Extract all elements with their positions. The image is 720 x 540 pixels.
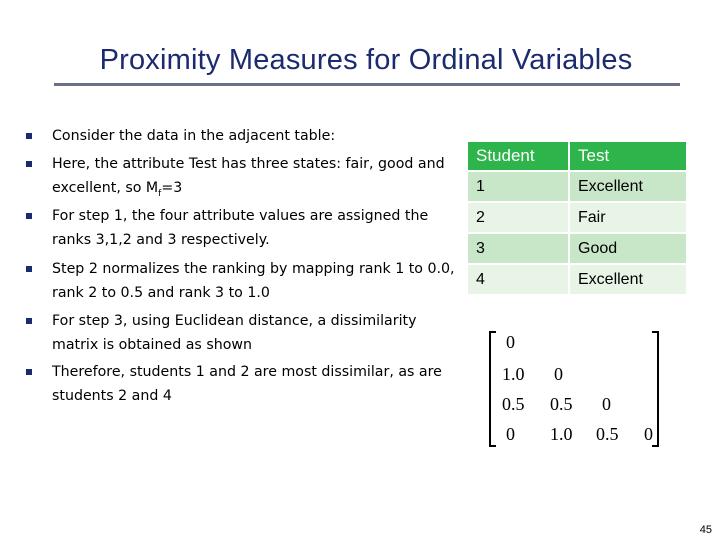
matrix-cell: 0.5 [502,394,525,414]
matrix-cell: 0 [506,332,515,352]
matrix-cell: 1.0 [550,424,573,444]
bullet-item [26,152,456,206]
matrix-cell: 0.5 [550,394,573,414]
student-test-table [468,142,686,294]
title-divider [54,83,680,86]
bullet-text: Here, the attribute Test has three states: fair, good and excellent, so $M_f=3$ [52,156,445,199]
matrix-cell: 0 [506,424,515,444]
cell-student: 2 [468,202,569,233]
matrix-cell: 1.0 [502,364,525,384]
bullet-item [26,124,456,148]
cell-student: 3 [468,233,569,264]
matrix-cell: 0.5 [596,424,619,444]
cell-student: 1 [468,171,569,202]
table-row [468,171,686,202]
bullet-marker [26,369,32,375]
bullet-marker [26,266,32,272]
bullet-marker [26,133,32,139]
header-student: Student [468,142,569,171]
bullet-marker [26,161,32,167]
table-row [468,202,686,233]
bullet-text: For step 1, the four attribute values are assigned the ranks 3,1,2 and 3 respectively. [52,208,429,248]
cell-test: Excellent [569,264,686,294]
cell-test: Fair [569,202,686,233]
table-row [468,233,686,264]
header-test: Test [569,142,686,171]
matrix-cell: 0 [602,394,611,414]
left-bracket [490,332,496,446]
cell-test: Excellent [569,171,686,202]
bullet-text: For step 3, using Euclidean distance, a dissimilarity matrix is obtained as shown [52,313,417,353]
bullet-item [26,257,456,305]
bullet-marker [26,213,32,219]
matrix-cell: 0 [554,364,563,384]
bullet-item [26,360,456,408]
bullet-item [26,309,456,357]
table-header-row [468,142,686,171]
bullet-text: Consider the data in the adjacent table: [52,128,336,144]
table-row [468,264,686,294]
bullet-item [26,204,456,252]
slide-title: Proximity Measures for Ordinal Variables [99,44,633,76]
page-number: 45 [699,524,712,536]
bullet-marker [26,318,32,324]
matrix-cell: 0 [644,424,653,444]
cell-student: 4 [468,264,569,294]
bullet-text: Step 2 normalizes the ranking by mapping rank 1 to 0.0, rank 2 to 0.5 and rank 3 to 1.0 [52,261,455,301]
cell-test: Good [569,233,686,264]
bullet-text: Therefore, students 1 and 2 are most dissimilar, as are students 2 and 4 [52,364,442,404]
dissimilarity-matrix [486,328,662,450]
